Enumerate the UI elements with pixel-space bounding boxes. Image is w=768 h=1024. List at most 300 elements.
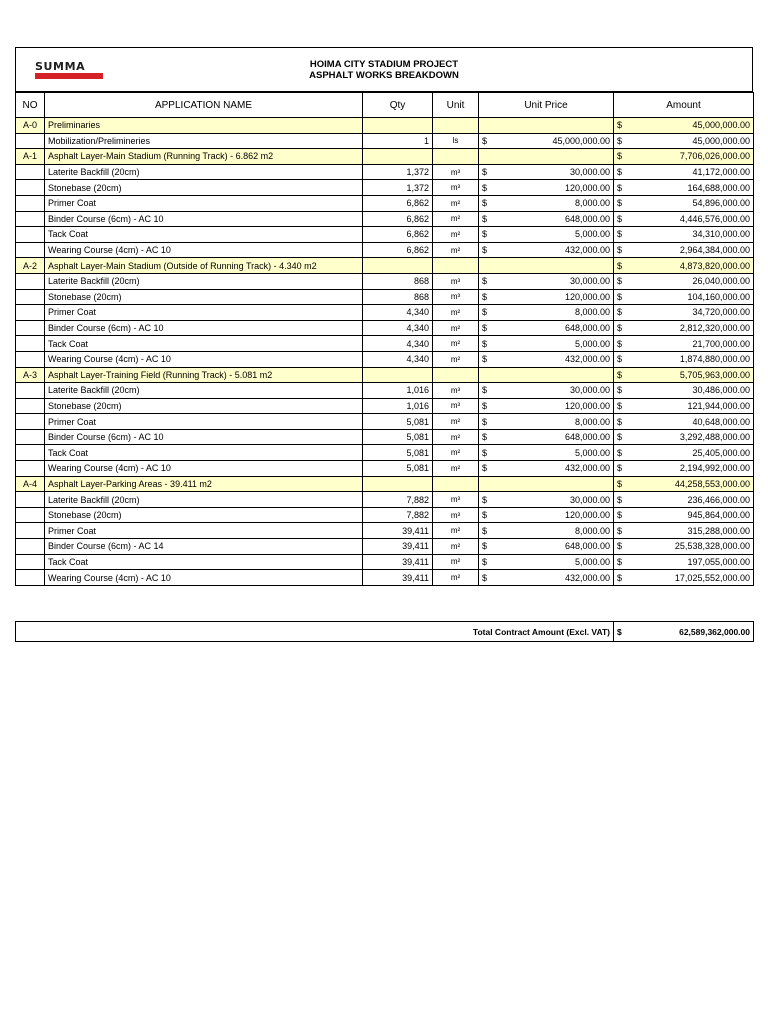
currency-symbol: $ (617, 213, 623, 224)
unit-cell: m² (433, 351, 479, 367)
item-number-cell (16, 539, 45, 555)
currency-symbol: $ (482, 182, 488, 193)
currency-symbol: $ (482, 556, 488, 567)
unit-price-cell (479, 242, 614, 258)
application-name-cell: Wearing Course (4cm) - AC 10 (45, 242, 363, 258)
table-body (16, 118, 754, 586)
amount-cell (614, 195, 754, 211)
qty-cell: 7,882 (363, 507, 433, 523)
qty-cell (363, 476, 433, 492)
table-row (16, 242, 754, 258)
application-name-cell: Laterite Backfill (20cm) (45, 273, 363, 289)
unit-price-cell (479, 227, 614, 243)
unit-cell (433, 149, 479, 165)
unit-cell: m² (433, 554, 479, 570)
unit-cell: m³ (433, 383, 479, 399)
currency-symbol: $ (482, 525, 488, 536)
amount-value: 104,160,000.00 (687, 291, 750, 302)
unit-price-cell (479, 305, 614, 321)
amount-value: 34,310,000.00 (692, 229, 750, 240)
unit-cell: m² (433, 539, 479, 555)
qty-cell: 5,081 (363, 414, 433, 430)
col-header-no: NO (16, 93, 45, 118)
total-label: Total Contract Amount (Excl. VAT) (16, 622, 614, 642)
unit-cell: m² (433, 242, 479, 258)
section-row (16, 118, 754, 134)
amount-cell (614, 273, 754, 289)
currency-symbol: $ (617, 525, 623, 536)
unit-price-cell (479, 258, 614, 274)
table-row (16, 570, 754, 586)
unit-price-cell (479, 523, 614, 539)
item-number-cell: A-0 (16, 118, 45, 134)
qty-cell: 868 (363, 289, 433, 305)
unit-price-value: 432,000.00 (564, 463, 610, 474)
item-number-cell (16, 398, 45, 414)
application-name-cell: Tack Coat (45, 445, 363, 461)
col-header-amount: Amount (614, 93, 754, 118)
table-row (16, 305, 754, 321)
amount-value: 40,648,000.00 (692, 416, 750, 427)
application-name-cell: Binder Course (6cm) - AC 10 (45, 320, 363, 336)
currency-symbol: $ (482, 432, 488, 443)
amount-value: 236,466,000.00 (687, 494, 750, 505)
amount-cell (614, 476, 754, 492)
unit-price-value: 30,000.00 (569, 385, 610, 396)
amount-cell (614, 118, 754, 134)
currency-symbol: $ (482, 198, 488, 209)
unit-price-value: 648,000.00 (564, 213, 610, 224)
unit-price-cell (479, 570, 614, 586)
amount-value: 5,705,963,000.00 (679, 369, 750, 380)
currency-symbol: $ (617, 447, 623, 458)
amount-cell (614, 523, 754, 539)
amount-value: 1,874,880,000.00 (679, 354, 750, 365)
unit-cell: m² (433, 305, 479, 321)
item-number-cell (16, 305, 45, 321)
table-row (16, 351, 754, 367)
currency-symbol: $ (617, 369, 623, 380)
item-number-cell (16, 461, 45, 477)
amount-cell (614, 164, 754, 180)
col-header-unit-price: Unit Price (479, 93, 614, 118)
unit-price-value: 8,000.00 (574, 198, 610, 209)
qty-cell: 5,081 (363, 461, 433, 477)
currency-symbol: $ (617, 432, 623, 443)
amount-value: 54,896,000.00 (692, 198, 750, 209)
currency-symbol: $ (482, 510, 488, 521)
application-name-cell: Asphalt Layer-Parking Areas - 39.411 m2 (45, 476, 363, 492)
item-number-cell (16, 554, 45, 570)
item-number-cell (16, 414, 45, 430)
qty-cell: 4,340 (363, 305, 433, 321)
currency-symbol: $ (617, 291, 623, 302)
unit-price-cell (479, 507, 614, 523)
qty-cell: 39,411 (363, 539, 433, 555)
unit-cell: m² (433, 461, 479, 477)
application-name-cell: Tack Coat (45, 336, 363, 352)
title-line-2: ASPHALT WORKS BREAKDOWN (309, 70, 459, 81)
item-number-cell (16, 351, 45, 367)
currency-symbol: $ (482, 385, 488, 396)
table-row (16, 289, 754, 305)
item-number-cell: A-4 (16, 476, 45, 492)
qty-cell: 6,862 (363, 195, 433, 211)
amount-cell (614, 383, 754, 399)
currency-symbol: $ (617, 572, 623, 583)
item-number-cell (16, 523, 45, 539)
qty-cell: 4,340 (363, 336, 433, 352)
item-number-cell (16, 180, 45, 196)
section-row (16, 476, 754, 492)
item-number-cell (16, 492, 45, 508)
section-row (16, 367, 754, 383)
item-number-cell: A-3 (16, 367, 45, 383)
application-name-cell: Stonebase (20cm) (45, 398, 363, 414)
currency-symbol: $ (482, 494, 488, 505)
document-title (16, 59, 752, 81)
application-name-cell: Stonebase (20cm) (45, 180, 363, 196)
currency-symbol: $ (482, 291, 488, 302)
unit-price-cell (479, 398, 614, 414)
amount-value: 2,194,992,000.00 (679, 463, 750, 474)
unit-price-cell (479, 461, 614, 477)
table-row (16, 414, 754, 430)
amount-value: 7,706,026,000.00 (679, 151, 750, 162)
unit-price-value: 120,000.00 (564, 510, 610, 521)
amount-cell (614, 445, 754, 461)
application-name-cell: Preliminaries (45, 118, 363, 134)
item-number-cell (16, 195, 45, 211)
unit-price-value: 30,000.00 (569, 276, 610, 287)
amount-cell (614, 429, 754, 445)
application-name-cell: Binder Course (6cm) - AC 10 (45, 211, 363, 227)
unit-price-value: 5,000.00 (574, 447, 610, 458)
total-amount-cell (614, 622, 754, 642)
unit-price-cell (479, 149, 614, 165)
currency-symbol: $ (617, 494, 623, 505)
amount-value: 41,172,000.00 (692, 167, 750, 178)
total-table (15, 621, 754, 642)
application-name-cell: Primer Coat (45, 195, 363, 211)
currency-symbol: $ (617, 245, 623, 256)
table-row (16, 445, 754, 461)
amount-value: 2,812,320,000.00 (679, 323, 750, 334)
table-row (16, 383, 754, 399)
currency-symbol: $ (617, 478, 623, 489)
unit-cell: m² (433, 320, 479, 336)
qty-cell: 868 (363, 273, 433, 289)
unit-price-cell (479, 414, 614, 430)
unit-price-value: 432,000.00 (564, 245, 610, 256)
table-row (16, 195, 754, 211)
currency-symbol: $ (482, 354, 488, 365)
currency-symbol: $ (617, 556, 623, 567)
amount-value: 164,688,000.00 (687, 182, 750, 193)
amount-value: 45,000,000.00 (692, 120, 750, 131)
currency-symbol: $ (617, 463, 623, 474)
item-number-cell (16, 429, 45, 445)
currency-symbol: $ (482, 276, 488, 287)
unit-cell: m³ (433, 180, 479, 196)
currency-symbol: $ (617, 354, 623, 365)
currency-symbol: $ (617, 120, 623, 131)
qty-cell: 1,372 (363, 180, 433, 196)
amount-cell (614, 227, 754, 243)
currency-symbol: $ (482, 245, 488, 256)
application-name-cell: Asphalt Layer-Training Field (Running Track) - 5.081 m2 (45, 367, 363, 383)
amount-cell (614, 539, 754, 555)
currency-symbol: $ (482, 323, 488, 334)
unit-cell: m³ (433, 398, 479, 414)
col-header-qty: Qty (363, 93, 433, 118)
table-row (16, 461, 754, 477)
title-line-1: HOIMA CITY STADIUM PROJECT (309, 59, 459, 70)
unit-price-value: 648,000.00 (564, 541, 610, 552)
unit-price-value: 5,000.00 (574, 338, 610, 349)
amount-cell (614, 461, 754, 477)
unit-price-cell (479, 180, 614, 196)
currency-symbol: $ (482, 213, 488, 224)
amount-cell (614, 336, 754, 352)
amount-value: 121,944,000.00 (687, 400, 750, 411)
unit-price-value: 120,000.00 (564, 291, 610, 302)
col-header-application-name: APPLICATION NAME (45, 93, 363, 118)
col-header-unit: Unit (433, 93, 479, 118)
table-row (16, 539, 754, 555)
application-name-cell: Primer Coat (45, 305, 363, 321)
unit-price-cell (479, 211, 614, 227)
item-number-cell: A-1 (16, 149, 45, 165)
currency-symbol: $ (617, 182, 623, 193)
unit-price-value: 648,000.00 (564, 323, 610, 334)
application-name-cell: Tack Coat (45, 227, 363, 243)
table-row (16, 492, 754, 508)
qty-cell (363, 118, 433, 134)
application-name-cell: Primer Coat (45, 414, 363, 430)
qty-cell (363, 149, 433, 165)
table-row (16, 336, 754, 352)
amount-cell (614, 507, 754, 523)
currency-symbol: $ (617, 338, 623, 349)
unit-price-cell (479, 383, 614, 399)
qty-cell: 7,882 (363, 492, 433, 508)
unit-cell: m² (433, 195, 479, 211)
application-name-cell: Wearing Course (4cm) - AC 10 (45, 351, 363, 367)
section-row (16, 258, 754, 274)
currency-symbol: $ (617, 400, 623, 411)
item-number-cell (16, 383, 45, 399)
currency-symbol: $ (617, 260, 623, 271)
amount-value: 34,720,000.00 (692, 307, 750, 318)
currency-symbol: $ (617, 135, 623, 146)
unit-cell (433, 367, 479, 383)
table-row (16, 211, 754, 227)
currency-symbol: $ (617, 167, 623, 178)
unit-price-value: 8,000.00 (574, 525, 610, 536)
amount-cell (614, 133, 754, 149)
unit-price-value: 648,000.00 (564, 432, 610, 443)
application-name-cell: Laterite Backfill (20cm) (45, 492, 363, 508)
table-row (16, 164, 754, 180)
currency-symbol: $ (482, 541, 488, 552)
qty-cell: 39,411 (363, 570, 433, 586)
qty-cell (363, 367, 433, 383)
unit-cell: m³ (433, 273, 479, 289)
unit-price-cell (479, 118, 614, 134)
logo-text: SUMMA (35, 60, 86, 73)
table-row (16, 429, 754, 445)
qty-cell: 6,862 (363, 242, 433, 258)
currency-symbol: $ (617, 323, 623, 334)
qty-cell: 5,081 (363, 445, 433, 461)
amount-value: 197,055,000.00 (687, 556, 750, 567)
unit-cell: m² (433, 211, 479, 227)
unit-cell: m² (433, 445, 479, 461)
section-row (16, 149, 754, 165)
qty-cell: 1,372 (363, 164, 433, 180)
qty-cell (363, 258, 433, 274)
application-name-cell: Binder Course (6cm) - AC 10 (45, 429, 363, 445)
amount-value: 4,873,820,000.00 (679, 260, 750, 271)
unit-price-cell (479, 133, 614, 149)
unit-cell: m³ (433, 289, 479, 305)
unit-price-cell (479, 445, 614, 461)
unit-price-cell (479, 351, 614, 367)
unit-cell: m² (433, 570, 479, 586)
amount-cell (614, 180, 754, 196)
amount-cell (614, 492, 754, 508)
currency-symbol: $ (482, 338, 488, 349)
breakdown-table (15, 92, 754, 586)
currency-symbol: $ (617, 385, 623, 396)
application-name-cell: Primer Coat (45, 523, 363, 539)
item-number-cell (16, 242, 45, 258)
qty-cell: 39,411 (363, 523, 433, 539)
application-name-cell: Stonebase (20cm) (45, 289, 363, 305)
unit-price-value: 45,000,000.00 (552, 135, 610, 146)
item-number-cell (16, 289, 45, 305)
currency-symbol: $ (617, 541, 623, 552)
amount-cell (614, 367, 754, 383)
unit-price-value: 432,000.00 (564, 572, 610, 583)
qty-cell: 39,411 (363, 554, 433, 570)
amount-cell (614, 320, 754, 336)
qty-cell: 6,862 (363, 227, 433, 243)
unit-cell: m³ (433, 507, 479, 523)
application-name-cell: Wearing Course (4cm) - AC 10 (45, 461, 363, 477)
currency-symbol: $ (482, 167, 488, 178)
unit-price-cell (479, 476, 614, 492)
amount-value: 17,025,552,000.00 (674, 572, 750, 583)
amount-cell (614, 414, 754, 430)
currency-symbol: $ (617, 151, 623, 162)
table-header-row (16, 93, 754, 118)
currency-symbol: $ (482, 135, 488, 146)
currency-symbol: $ (617, 198, 623, 209)
application-name-cell: Binder Course (6cm) - AC 14 (45, 539, 363, 555)
qty-cell: 4,340 (363, 320, 433, 336)
table-row (16, 273, 754, 289)
item-number-cell: A-2 (16, 258, 45, 274)
unit-cell (433, 476, 479, 492)
table-row (16, 180, 754, 196)
unit-price-cell (479, 492, 614, 508)
amount-cell (614, 351, 754, 367)
application-name-cell: Asphalt Layer-Main Stadium (Running Track) - 6.862 m2 (45, 149, 363, 165)
item-number-cell (16, 570, 45, 586)
unit-price-value: 30,000.00 (569, 167, 610, 178)
amount-cell (614, 258, 754, 274)
total-row (16, 622, 754, 642)
item-number-cell (16, 211, 45, 227)
unit-price-value: 432,000.00 (564, 354, 610, 365)
qty-cell: 6,862 (363, 211, 433, 227)
table-row (16, 320, 754, 336)
currency-symbol: $ (617, 276, 623, 287)
unit-price-cell (479, 273, 614, 289)
application-name-cell: Laterite Backfill (20cm) (45, 383, 363, 399)
item-number-cell (16, 133, 45, 149)
item-number-cell (16, 336, 45, 352)
currency-symbol: $ (617, 307, 623, 318)
currency-symbol: $ (482, 400, 488, 411)
unit-price-cell (479, 320, 614, 336)
amount-value: 26,040,000.00 (692, 276, 750, 287)
amount-value: 2,964,384,000.00 (679, 245, 750, 256)
unit-cell: m² (433, 429, 479, 445)
unit-price-value: 120,000.00 (564, 182, 610, 193)
currency-symbol: $ (482, 229, 488, 240)
unit-price-cell (479, 164, 614, 180)
application-name-cell: Wearing Course (4cm) - AC 10 (45, 570, 363, 586)
currency-symbol: $ (482, 416, 488, 427)
amount-value: 3,292,488,000.00 (679, 432, 750, 443)
amount-value: 25,538,328,000.00 (674, 541, 750, 552)
application-name-cell: Stonebase (20cm) (45, 507, 363, 523)
currency-symbol: $ (617, 626, 622, 637)
item-number-cell (16, 227, 45, 243)
amount-value: 25,405,000.00 (692, 447, 750, 458)
application-name-cell: Tack Coat (45, 554, 363, 570)
table-row (16, 133, 754, 149)
table-row (16, 398, 754, 414)
qty-cell: 1,016 (363, 398, 433, 414)
amount-value: 30,486,000.00 (692, 385, 750, 396)
unit-cell: m³ (433, 492, 479, 508)
unit-price-cell (479, 289, 614, 305)
application-name-cell: Asphalt Layer-Main Stadium (Outside of Running Track) - 4.340 m2 (45, 258, 363, 274)
amount-value: 4,446,576,000.00 (679, 213, 750, 224)
unit-price-value: 8,000.00 (574, 416, 610, 427)
table-row (16, 554, 754, 570)
amount-cell (614, 211, 754, 227)
amount-value: 945,864,000.00 (687, 510, 750, 521)
qty-cell: 5,081 (363, 429, 433, 445)
unit-cell: m³ (433, 164, 479, 180)
amount-cell (614, 289, 754, 305)
qty-cell: 4,340 (363, 351, 433, 367)
unit-cell (433, 118, 479, 134)
currency-symbol: $ (482, 307, 488, 318)
unit-cell: m² (433, 414, 479, 430)
unit-cell: m² (433, 523, 479, 539)
currency-symbol: $ (482, 447, 488, 458)
unit-price-cell (479, 429, 614, 445)
currency-symbol: $ (482, 463, 488, 474)
currency-symbol: $ (617, 416, 623, 427)
unit-cell: m² (433, 227, 479, 243)
